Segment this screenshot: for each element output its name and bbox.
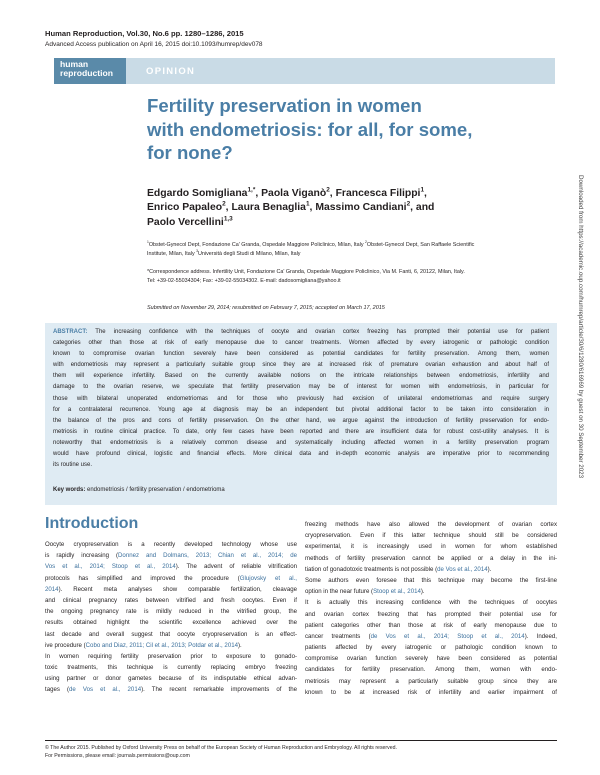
author-name: Paola Viganò	[261, 188, 327, 199]
permissions-line: For Permissions, please email: journals.permissions@oup.com	[45, 753, 190, 759]
body-text: experimental, it is increasingly used in women for whom established	[305, 543, 557, 551]
body-line	[305, 609, 557, 620]
body-text: known to be at increased risk of infertility and earlier impairment of	[305, 688, 557, 696]
body-text: ). Indeed,	[524, 632, 557, 640]
body-text: ). The recent remarkable improvements of the	[141, 686, 297, 694]
body-text: ).	[420, 588, 425, 596]
body-text: metriosis may represent a particularly suitable group since they are	[305, 677, 557, 685]
body-text: ).	[487, 565, 492, 573]
citation-link[interactable]: 2014	[45, 585, 59, 593]
abstract-line-text: with endometriosis may represent a particularly suitable group since they are at increased risk of premature ovarian exhaustion and about half of	[53, 362, 549, 369]
abstract-line	[53, 405, 549, 416]
author-name: Edgardo Somigliana	[147, 188, 248, 199]
body-line	[305, 597, 557, 608]
body-text: ive procedure (	[45, 641, 86, 649]
body-line	[305, 664, 557, 675]
introduction-heading: Introduction	[45, 515, 139, 532]
body-line	[305, 653, 557, 664]
author-affil-mark: 1	[420, 186, 425, 194]
abstract-line	[53, 416, 549, 427]
body-text: ). Recent meta analyses show comparable fertilization, cleavage	[58, 585, 297, 593]
abstract-line	[53, 394, 549, 405]
abstract-line	[53, 371, 549, 382]
body-text: methods of fertility preservation cannot be applied or a delay in the ini-	[305, 554, 557, 562]
author-name: Laura Benaglia	[231, 202, 306, 214]
section-label: OPINION	[146, 66, 196, 77]
affiliations	[147, 241, 547, 259]
affil-number: 2	[365, 240, 367, 245]
author-line: Edgardo Somigliana$^{1,*}$, Paola Viganò$^2$, Francesca Filippi$^1$,	[147, 186, 427, 199]
author-affil-mark: 2	[406, 200, 411, 208]
keywords-label: Key words:	[53, 487, 86, 493]
affil-number: 3	[196, 249, 198, 253]
citation-link[interactable]: de Vos et al., 2014; Stoop et al., 2014	[370, 632, 525, 640]
body-line	[45, 662, 297, 673]
body-column-right	[305, 519, 557, 698]
affiliation-line	[147, 241, 547, 250]
article-title	[147, 94, 537, 165]
body-text: cancer treatments (	[305, 632, 371, 640]
abstract-line-text: would have profound clinical, logistic and financial effects. More clinical data and in-depth economic analysis are imperative prior to recommending	[53, 451, 549, 458]
body-line	[305, 586, 557, 597]
author-line: Enrico Papaleo$^2$, Laura Benaglia$^1$, Massimo Candiani$^2$, and	[147, 200, 435, 214]
body-text: tages (	[45, 686, 70, 694]
body-line	[45, 595, 297, 606]
journal-citation: Human Reproduction, Vol.30, No.6 pp. 1280–1286, 2015	[45, 29, 244, 38]
author-line	[147, 216, 527, 230]
body-text: compromise ovarian function severely have been considered as potential	[305, 655, 557, 663]
abstract-line	[53, 349, 549, 360]
body-text: patient categories other than those at risk of early menopause due to	[305, 621, 557, 629]
affiliation-line	[147, 250, 547, 259]
affiliation-text: Università degli Studi di Milano, Milan, Italy	[198, 250, 301, 257]
body-line	[45, 629, 297, 640]
body-text: last decade and overall suggest that oocyte cryopreservation is an effect-	[45, 630, 297, 638]
abstract-line-text: the balance of the pros and cons of fertility preservation. On the other hand, we argue against the introduction of fertility preservation for endo-	[53, 417, 549, 424]
abstract-label: ABSTRACT:	[53, 329, 88, 335]
abstract-line	[53, 382, 549, 393]
abstract-line-text: its routine use.	[53, 462, 93, 469]
author-affil-mark: 1	[305, 200, 310, 208]
access-doi-line: Advanced Access publication on April 16, 2015 doi:10.1093/humrep/dev078	[45, 41, 263, 48]
body-line	[305, 519, 557, 530]
body-line	[305, 676, 557, 687]
affiliation-text: Institute, Milan, Italy	[147, 250, 195, 257]
author-affil-mark: 2	[326, 186, 330, 194]
author-name: Enrico Papaleo	[147, 202, 223, 214]
copyright-line: © The Author 2015. Published by Oxford University Press on behalf of the European Society of Human Reproduction and Embryology. All rights reserved.	[45, 745, 397, 751]
citation-link[interactable]: de Vos et al., 2014	[437, 565, 488, 573]
abstract-line-text: noteworthy that endometriosis is a relatively common disease and systematically including affected women in a fertility preservation program	[53, 439, 549, 446]
logo-line-2: reproduction	[60, 68, 113, 78]
title-line: Fertility preservation in women	[147, 95, 422, 116]
author-list	[147, 187, 527, 230]
keywords-list: endometriosis / fertility preservation / endometrioma	[85, 487, 225, 493]
author-name: Paolo Vercellini	[147, 216, 224, 228]
body-line	[305, 553, 557, 564]
logo-line-1: human	[60, 59, 89, 69]
body-text: It is actually this increasing confidence with the techniques of oocytes	[305, 599, 557, 607]
body-line	[45, 539, 297, 550]
abstract-line	[53, 360, 549, 371]
abstract-line-text: The increasing confidence with the techniques of oocyte and ovarian cortex freezing has prompted their potential use for patient	[87, 329, 549, 335]
author-affil-mark: 2	[222, 200, 226, 208]
abstract-line-text: those with bilateral unoperated endometriomas and for those who previously had excision of unilateral endometriomas and require surgery	[53, 395, 549, 402]
body-text: In women requiring fertility preservation prior to exposure to gonado-	[45, 652, 297, 660]
author-affil-mark: 1,*	[247, 186, 256, 194]
body-line	[305, 620, 557, 631]
affiliation-text: Obstet-Gynecol Dept, San Raffaele Scientific	[366, 242, 475, 248]
body-text: patients affected by every iatrogenic or pathologic condition known to	[305, 644, 557, 652]
citation-link[interactable]: de Vos et al., 2014	[69, 686, 142, 694]
download-notice-text: Downloaded from https://academic.oup.com/humrep/article/30/6/1280/616969 by guest on 30 September 2023	[577, 175, 584, 479]
abstract-line-text: them will experience infertility. Based on the currently available notions on the intricate relationships between endometriosis, infertility and	[53, 373, 549, 380]
body-line	[45, 606, 297, 617]
abstract-line-text: metriosis in routine clinical practice. To date, only few cases have been reported and there are insufficient data for robust cost-utility analyses. It is	[53, 428, 549, 435]
title-line: with endometriosis: for all, for some,	[147, 118, 473, 140]
abstract-line-text: known to compromise ovarian function severely have been considered as potential candidates for fertility preservation. Among them, women	[53, 351, 549, 358]
affil-number: 1	[147, 240, 149, 245]
body-line	[305, 687, 557, 698]
submission-dates: Submitted on November 29, 2014; resubmitted on February 7, 2015; accepted on March 17, 2015	[147, 305, 385, 311]
author-name: Massimo Candiani	[315, 202, 407, 214]
body-text: cryopreservation. Even if this latter technique should still be considered	[305, 532, 557, 540]
body-text: ). The advent of reliable vitrification	[175, 563, 297, 571]
body-text: the ongoing pregnancy rate is mildly reduced in the vitrified group, the	[45, 608, 297, 616]
body-text: tiation of gonadotoxic treatments is not possible (	[305, 565, 438, 573]
citation-link[interactable]: Cobo and Diaz, 2011; Cil et al., 2013; Potdar et al., 2014	[85, 641, 238, 649]
footer-rule	[45, 740, 557, 741]
body-text: using partner or donor gametes because of its indisputable ethical advan-	[45, 675, 297, 683]
abstract-text	[53, 327, 549, 471]
body-line	[305, 631, 557, 642]
abstract-line	[53, 438, 549, 449]
body-line	[305, 564, 557, 575]
abstract-line	[53, 460, 549, 471]
body-text: results obtained highlight the scientific excellence achieved over the	[45, 619, 297, 627]
body-column-left	[45, 539, 297, 696]
affiliation-text: Obstet-Gynecol Dept, Fondazione Ca' Granda, Ospedale Maggiore Policlinico, Milan, Italy	[148, 242, 364, 248]
body-text: protocols has simplified and improved the procedure (	[45, 574, 240, 582]
keywords	[53, 487, 225, 493]
body-text: and clinical pregnancy rates between vitrified and fresh oocytes. Even if	[45, 596, 297, 604]
citation-link[interactable]: Vos et al., 2014; Stoop et al., 2014	[45, 563, 176, 571]
author-affil-mark: 1,3	[223, 215, 233, 223]
abstract-line	[53, 449, 549, 460]
abstract-line	[53, 327, 549, 338]
body-text: option in the near future (	[305, 588, 374, 596]
body-line	[45, 584, 297, 595]
abstract-line-text: categories other than those at risk of early menopause due to cancer treatments. Women affected by every iatrogenic or pathologic condition	[53, 340, 549, 347]
body-line	[45, 617, 297, 628]
body-text: toxic treatments, this technique is currently replacing embryo freezing	[45, 664, 297, 672]
citation-link[interactable]: Stoop et al., 2014	[373, 588, 421, 596]
correspondence-line: *Correspondence address. Infertility Unit, Fondazione Ca' Granda, Ospedale Maggiore Policlinico, Via M. Fanti, 6, 20122, Milan, Italy.	[147, 269, 465, 275]
body-text: Oocyte cryopreservation is a recently developed technology whose use	[45, 541, 297, 548]
body-text: and ovarian cortex freezing that has prompted their potential use for	[305, 610, 557, 618]
body-line	[305, 541, 557, 552]
body-text: Some authors even foresee that this technique may become the first-line	[305, 576, 557, 584]
body-line	[45, 673, 297, 684]
body-line	[45, 550, 297, 561]
body-line	[45, 561, 297, 572]
body-line	[45, 573, 297, 584]
journal-logo	[54, 58, 126, 84]
author-name: Francesca Filippi	[335, 188, 421, 199]
body-text: ).	[238, 641, 242, 649]
body-line	[305, 530, 557, 541]
body-line	[45, 651, 297, 662]
title-line: for none?	[147, 142, 233, 163]
body-text: candidates for fertility preservation. Among them, women with endo-	[305, 666, 557, 674]
body-line	[45, 684, 297, 695]
abstract-line	[53, 338, 549, 349]
abstract-line-text: for a contralateral recurrence. Young age at diagnosis may be an independent but pivotal additional factor to be taken into consideration in	[53, 406, 549, 413]
abstract-line	[53, 427, 549, 438]
body-text: freezing methods have also allowed the development of ovarian cortex	[305, 521, 557, 528]
correspondence-line: Tel: +39-02-55034304; Fax: +39-02-55034302. E-mail: dadosomigliana@yahoo.it	[147, 277, 341, 284]
body-text: is rapidly increasing (	[45, 552, 119, 560]
body-line	[45, 640, 297, 651]
body-line	[305, 575, 557, 586]
abstract-line-text: damage to the ovarian reserve, we speculate that fertility preservation may be of interest for women with endometriosis, in particular for	[53, 384, 549, 391]
citation-link[interactable]: Glujovsky et al.,	[239, 574, 297, 582]
body-line	[305, 642, 557, 653]
correspondence	[147, 268, 547, 286]
citation-link[interactable]: Donnez and Dolmans, 2013; Chian et al., 2014; de	[118, 552, 297, 560]
